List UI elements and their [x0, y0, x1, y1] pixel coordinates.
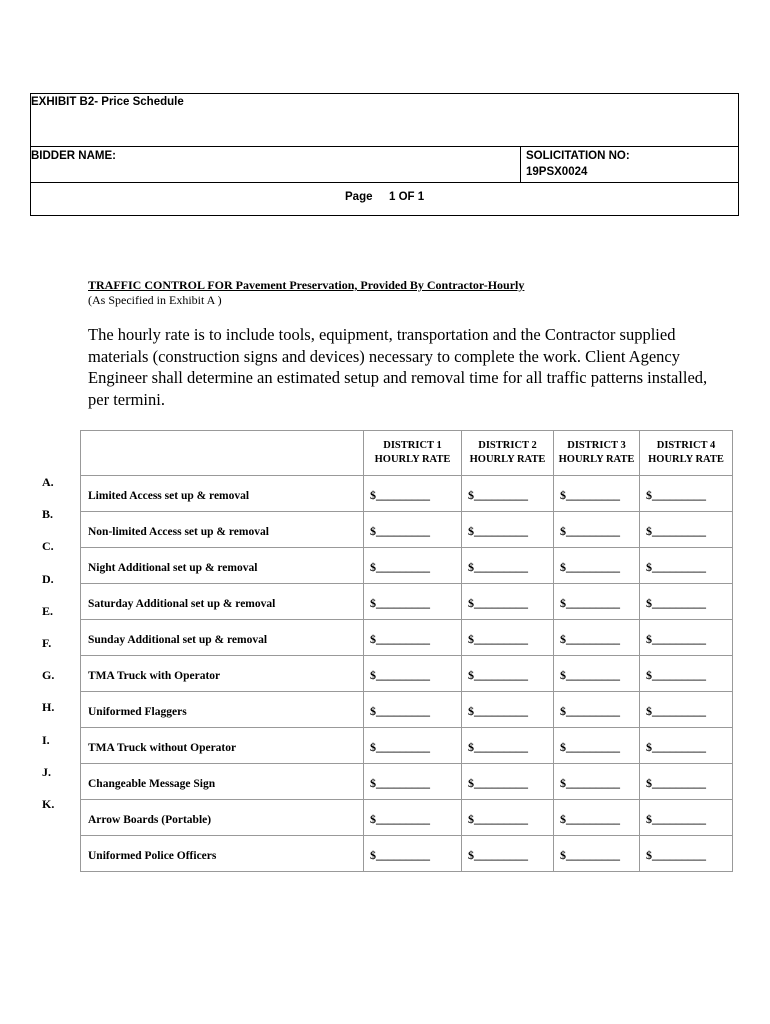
section-title: TRAFFIC CONTROL FOR Pavement Preservation, Provided By Contractor-Hourly: [88, 278, 525, 292]
item-description: Changeable Message Sign: [81, 764, 364, 800]
table-row: [81, 584, 733, 620]
row-letter: C.: [42, 539, 54, 554]
district-4-rate-field[interactable]: $_________: [640, 656, 733, 692]
district-1-rate-field[interactable]: $_________: [364, 548, 462, 584]
district-3-rate-field[interactable]: $_________: [554, 692, 640, 728]
section-subtitle: (As Specified in Exhibit A ): [88, 293, 222, 307]
district-1-rate-field[interactable]: $_________: [364, 764, 462, 800]
solicitation-number: 19PSX0024: [526, 166, 588, 178]
district-2-rate-field[interactable]: $_________: [462, 620, 554, 656]
row-letter: G.: [42, 668, 55, 683]
table-row: [81, 620, 733, 656]
district-3-rate-field[interactable]: $_________: [554, 584, 640, 620]
district-1-rate-field[interactable]: $_________: [364, 584, 462, 620]
district-2-rate-field[interactable]: $_________: [462, 692, 554, 728]
row-letter: K.: [42, 797, 55, 811]
table-row: [81, 548, 733, 584]
table-row: [81, 656, 733, 692]
district-2-header: DISTRICT 2 HOURLY RATE: [462, 431, 554, 476]
price-table: [80, 430, 733, 872]
item-description: TMA Truck with Operator: [81, 656, 364, 692]
district-3-rate-field[interactable]: $_________: [554, 836, 640, 872]
district-2-rate-field[interactable]: $_________: [462, 656, 554, 692]
district-1-rate-field[interactable]: $_________: [364, 512, 462, 548]
item-description: Limited Access set up & removal: [81, 476, 364, 512]
row-letter: J.: [42, 764, 51, 779]
district-3-rate-field[interactable]: $_________: [554, 476, 640, 512]
bidder-name-label: BIDDER NAME:: [31, 150, 116, 162]
row-letter: D.: [42, 571, 54, 586]
district-1-header: DISTRICT 1 HOURLY RATE: [364, 431, 462, 476]
district-4-rate-field[interactable]: $_________: [640, 512, 733, 548]
district-4-rate-field[interactable]: $_________: [640, 476, 733, 512]
district-4-rate-field[interactable]: $_________: [640, 728, 733, 764]
district-2-rate-field[interactable]: $_________: [462, 764, 554, 800]
district-1-rate-field[interactable]: $_________: [364, 728, 462, 764]
district-4-rate-field[interactable]: $_________: [640, 800, 733, 836]
item-description: Uniformed Police Officers: [81, 836, 364, 872]
district-4-rate-field[interactable]: $_________: [640, 836, 733, 872]
district-3-header: DISTRICT 3 HOURLY RATE: [554, 431, 640, 476]
row-letter: H.: [42, 700, 55, 715]
district-3-rate-field[interactable]: $_________: [554, 764, 640, 800]
table-row: [81, 692, 733, 728]
district-1-rate-field[interactable]: $_________: [364, 656, 462, 692]
table-row: [81, 728, 733, 764]
district-1-rate-field[interactable]: $_________: [364, 800, 462, 836]
table-header-row: [81, 431, 733, 476]
item-description: Arrow Boards (Portable): [81, 800, 364, 836]
table-row: [81, 512, 733, 548]
district-4-rate-field[interactable]: $_________: [640, 584, 733, 620]
district-2-rate-field[interactable]: $_________: [462, 728, 554, 764]
district-4-rate-field[interactable]: $_________: [640, 548, 733, 584]
district-2-rate-field[interactable]: $_________: [462, 836, 554, 872]
table-row: [81, 836, 733, 872]
row-letter: B.: [42, 507, 54, 522]
table-row: [81, 764, 733, 800]
district-4-header: DISTRICT 4 HOURLY RATE: [640, 431, 733, 476]
row-letter: I.: [42, 732, 50, 747]
item-header: [81, 431, 364, 476]
district-2-rate-field[interactable]: $_________: [462, 476, 554, 512]
district-2-rate-field[interactable]: $_________: [462, 584, 554, 620]
item-description: Non-limited Access set up & removal: [81, 512, 364, 548]
page-label: Page: [345, 191, 373, 203]
district-1-rate-field[interactable]: $_________: [364, 836, 462, 872]
item-description: TMA Truck without Operator: [81, 728, 364, 764]
page-row: [31, 183, 738, 216]
district-3-rate-field[interactable]: $_________: [554, 620, 640, 656]
item-description: Night Additional set up & removal: [81, 548, 364, 584]
district-2-rate-field[interactable]: $_________: [462, 512, 554, 548]
item-description: Saturday Additional set up & removal: [81, 584, 364, 620]
district-3-rate-field[interactable]: $_________: [554, 512, 640, 548]
row-letter: A.: [42, 475, 54, 489]
district-2-rate-field[interactable]: $_________: [462, 548, 554, 584]
district-4-rate-field[interactable]: $_________: [640, 764, 733, 800]
district-3-rate-field[interactable]: $_________: [554, 800, 640, 836]
intro-paragraph: The hourly rate is to include tools, equipment, transportation and the Contractor supplied materials (construction signs and devices) necessary to complete the work. Client Agency Engineer shall determine an estimated setup and removal time for all traffic patterns installed, per termini.: [88, 325, 708, 409]
district-1-rate-field[interactable]: $_________: [364, 620, 462, 656]
row-divider: [520, 147, 521, 182]
district-2-rate-field[interactable]: $_________: [462, 800, 554, 836]
district-1-rate-field[interactable]: $_________: [364, 692, 462, 728]
district-3-rate-field[interactable]: $_________: [554, 548, 640, 584]
item-description: Sunday Additional set up & removal: [81, 620, 364, 656]
row-letter: F.: [42, 636, 52, 650]
bidder-row: [31, 147, 738, 183]
row-letter: E.: [42, 603, 54, 618]
district-3-rate-field[interactable]: $_________: [554, 656, 640, 692]
district-4-rate-field[interactable]: $_________: [640, 692, 733, 728]
item-description: Uniformed Flaggers: [81, 692, 364, 728]
table-row: [81, 476, 733, 512]
header-box: [30, 93, 739, 216]
solicitation-label: SOLICITATION NO:: [526, 150, 630, 162]
exhibit-title: EXHIBIT B2- Price Schedule: [31, 96, 184, 108]
district-3-rate-field[interactable]: $_________: [554, 728, 640, 764]
district-4-rate-field[interactable]: $_________: [640, 620, 733, 656]
exhibit-row: [31, 94, 738, 147]
page-value: 1 OF 1: [389, 191, 425, 203]
district-1-rate-field[interactable]: $_________: [364, 476, 462, 512]
table-row: [81, 800, 733, 836]
